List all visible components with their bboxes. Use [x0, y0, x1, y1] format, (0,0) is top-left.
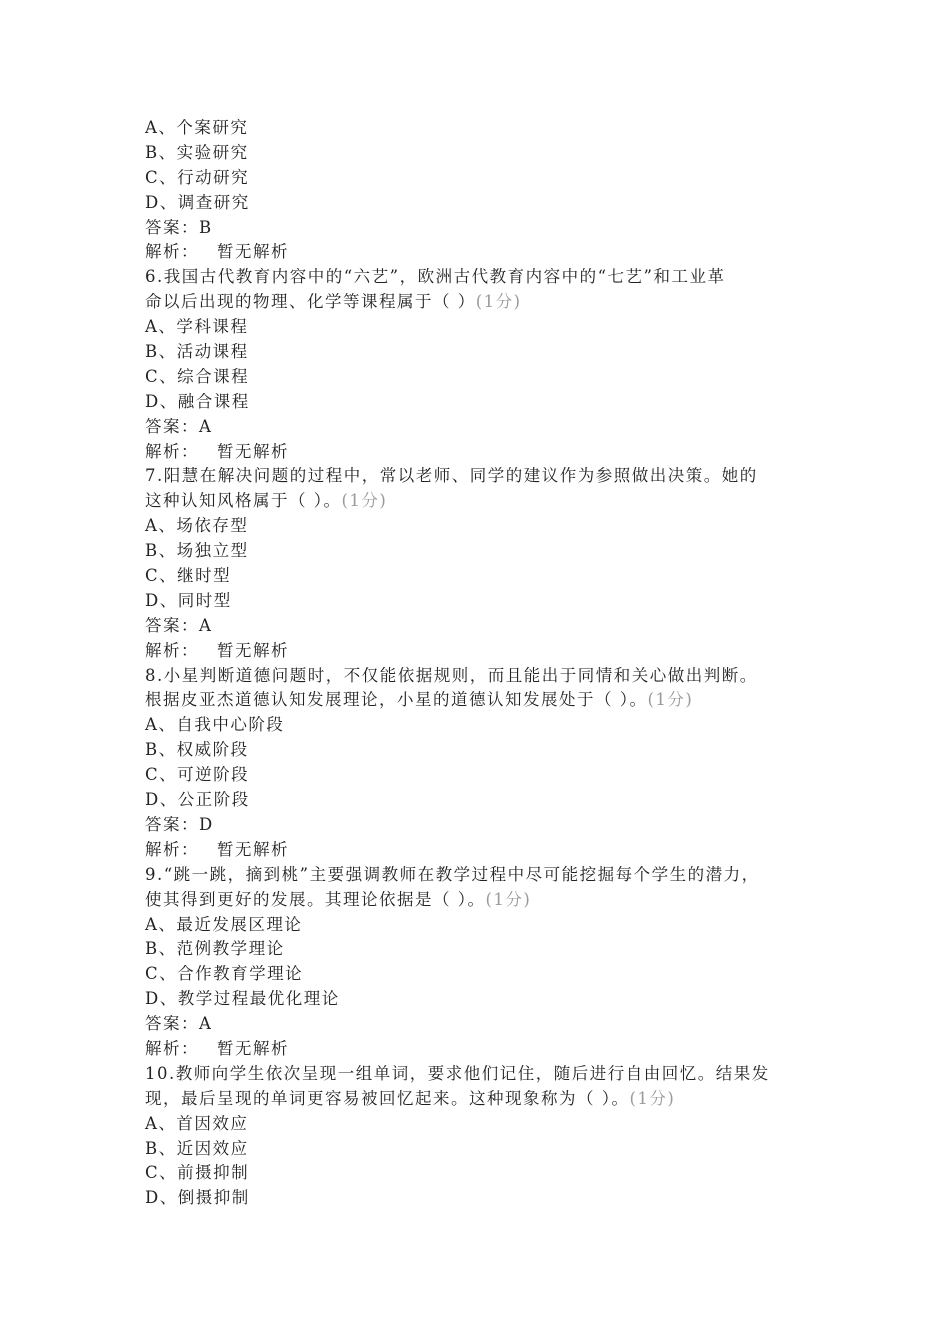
analysis	[145, 240, 815, 265]
option-d: D、同时型	[145, 590, 232, 610]
option-c: C、合作教育学理论	[145, 964, 304, 984]
option-b: B、范例教学理论	[145, 939, 285, 959]
analysis	[145, 1037, 815, 1062]
option-d: D、融合课程	[145, 391, 250, 411]
question-8	[145, 664, 815, 863]
question-stem-line-1: 7.阳慧在解决问题的过程中，常以老师、同学的建议作为参照做出决策。她的	[145, 466, 758, 486]
score-label: (1分)	[475, 292, 522, 312]
option-c: C、继时型	[145, 566, 232, 586]
analysis-label: 解析：	[145, 640, 199, 660]
question-9	[145, 863, 815, 1062]
answer: 答案：B	[145, 217, 213, 237]
document-page	[145, 116, 815, 1211]
option-a: A、自我中心阶段	[145, 715, 285, 735]
analysis-label: 解析：	[145, 441, 199, 461]
question-stem-line-2: 现，最后呈现的单词更容易被回忆起来。这种现象称为（ ）。(1分)	[145, 1088, 676, 1108]
option-b: B、实验研究	[145, 142, 249, 162]
option-a: A、最近发展区理论	[145, 914, 303, 934]
score-label: (1分)	[629, 1088, 676, 1108]
question-stem-line-1: 6.我国古代教育内容中的“六艺”，欧洲古代教育内容中的“七艺”和工业革	[145, 267, 726, 287]
answer: 答案：A	[145, 1014, 213, 1034]
answer: 答案：A	[145, 615, 213, 635]
analysis	[145, 838, 815, 863]
option-a: A、场依存型	[145, 516, 249, 536]
question-stem-line-1: 9.“跳一跳，摘到桃”主要强调教师在教学过程中尽可能挖掘每个学生的潜力，	[145, 864, 760, 884]
option-d: D、公正阶段	[145, 790, 250, 810]
option-d: D、倒摄抑制	[145, 1188, 250, 1208]
option-c: C、综合课程	[145, 366, 250, 386]
question-stem-line-1: 8.小星判断道德问题时，不仅能依据规则，而且能出于同情和关心做出判断。	[145, 665, 758, 685]
question-7	[145, 464, 815, 663]
question-5	[145, 116, 815, 265]
option-c: C、行动研究	[145, 167, 250, 187]
analysis-text: 暂无解析	[217, 640, 289, 660]
analysis-label: 解析：	[145, 839, 199, 859]
analysis-text: 暂无解析	[217, 441, 289, 461]
option-d: D、教学过程最优化理论	[145, 989, 340, 1009]
answer: 答案：D	[145, 814, 214, 834]
question-6	[145, 265, 815, 464]
option-c: C、可逆阶段	[145, 765, 250, 785]
question-stem-line-2: 使其得到更好的发展。其理论依据是（ ）。(1分)	[145, 889, 532, 909]
analysis-label: 解析：	[145, 242, 199, 262]
analysis-text: 暂无解析	[217, 1038, 289, 1058]
analysis-label: 解析：	[145, 1038, 199, 1058]
question-stem-line-2: 命以后出现的物理、化学等课程属于（ ）(1分)	[145, 292, 522, 312]
question-10	[145, 1062, 815, 1211]
option-a: A、首因效应	[145, 1113, 249, 1133]
option-a: A、学科课程	[145, 317, 249, 337]
score-label: (1分)	[341, 491, 388, 511]
option-b: B、权威阶段	[145, 740, 249, 760]
score-label: (1分)	[647, 690, 694, 710]
question-stem-line-2: 这种认知风格属于（ ）。(1分)	[145, 491, 388, 511]
option-d: D、调查研究	[145, 192, 250, 212]
analysis	[145, 440, 815, 465]
option-b: B、场独立型	[145, 541, 249, 561]
option-b: B、近因效应	[145, 1138, 249, 1158]
option-c: C、前摄抑制	[145, 1163, 250, 1183]
option-a: A、个案研究	[145, 118, 249, 137]
analysis-text: 暂无解析	[217, 242, 289, 262]
question-stem-line-2: 根据皮亚杰道德认知发展理论，小星的道德认知发展处于（ ）。(1分)	[145, 690, 694, 710]
score-label: (1分)	[485, 889, 532, 909]
question-stem-line-1: 10.教师向学生依次呈现一组单词，要求他们记住，随后进行自由回忆。结果发	[145, 1063, 770, 1083]
analysis	[145, 639, 815, 664]
option-b: B、活动课程	[145, 342, 249, 362]
analysis-text: 暂无解析	[217, 839, 289, 859]
answer: 答案：A	[145, 416, 213, 436]
